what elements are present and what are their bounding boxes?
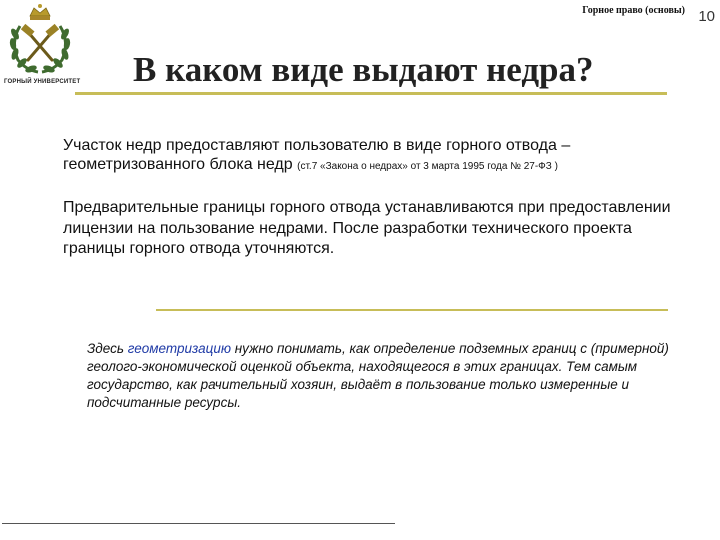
law-citation: (ст.7 «Закона о недрах» от 3 марта 1995 года № 27-ФЗ ) — [297, 161, 558, 172]
paragraph-boundaries: Предварительные границы горного отвода устанавливаются при предоставлении лицензии на пользование недрами. После разработки технического проекта границы горного отвода уточняются. — [63, 199, 671, 257]
note-lead: Здесь — [87, 341, 128, 356]
explanatory-note — [87, 340, 687, 412]
title-divider — [75, 92, 667, 95]
note-term-geometrization: геометризацию — [127, 341, 231, 356]
logo-caption: ГОРНЫЙ УНИВЕРСИТЕТ — [4, 79, 81, 85]
course-header: Горное право (основы) — [582, 5, 685, 16]
paragraph-definition — [63, 136, 683, 176]
footer-rule — [2, 523, 395, 524]
definition-text: Участок недр предоставляют пользователю в виде горного отвода – геометризованного блока недр — [63, 137, 571, 173]
university-logo — [2, 2, 81, 92]
section-divider — [156, 309, 668, 311]
page-number: 10 — [698, 8, 715, 25]
note-body: нужно понимать, как определение подземных границ с (примерной) геолого-экономической оценкой объекта, находящегося в этих границах. Тем самым государство, как рачительный хозяин, выдаёт в пользование только измеренные и подсчитанные ресурсы. — [87, 341, 669, 410]
slide-title: В каком виде выдают недра? — [133, 50, 594, 89]
crest-icon — [2, 2, 78, 78]
